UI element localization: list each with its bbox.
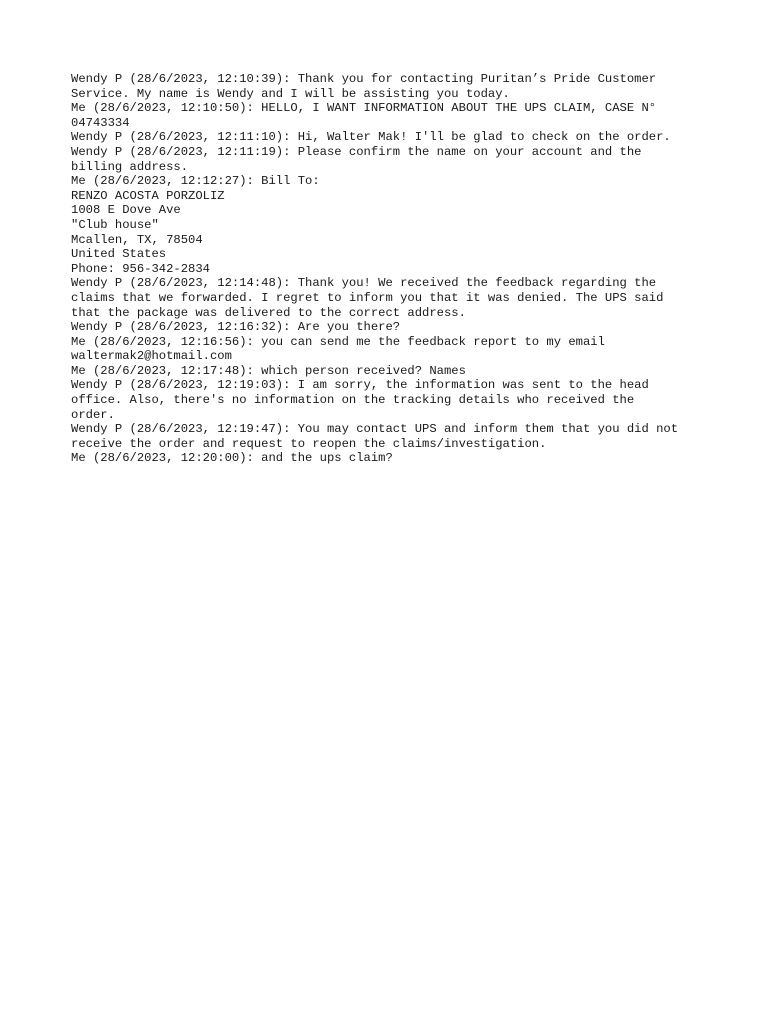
transcript-line: Me (28/6/2023, 12:20:00): and the ups claim? bbox=[71, 451, 393, 466]
billing-city: Mcallen, TX, 78504 bbox=[71, 232, 203, 247]
transcript-line: Me (28/6/2023, 12:17:48): which person received? Names bbox=[71, 363, 466, 378]
transcript-line: Wendy P (28/6/2023, 12:19:47): You may contact UPS and inform them that you did not bbox=[71, 422, 679, 437]
transcript-line: billing address. bbox=[71, 159, 189, 174]
transcript-line: Me (28/6/2023, 12:10:50): HELLO, I WANT INFORMATION ABOUT THE UPS CLAIM, CASE N° bbox=[71, 101, 657, 116]
transcript-line: Wendy P (28/6/2023, 12:10:39): Thank you for contacting Puritan’s Pride Customer bbox=[71, 72, 657, 86]
billing-extra: "Club house" bbox=[71, 217, 159, 232]
transcript-line: Wendy P (28/6/2023, 12:14:48): Thank you! We received the feedback regarding the bbox=[71, 276, 657, 291]
transcript-line: office. Also, there's no information on the tracking details who received the bbox=[71, 393, 635, 408]
transcript-line: Wendy P (28/6/2023, 12:16:32): Are you there? bbox=[71, 320, 401, 335]
transcript-line: Service. My name is Wendy and I will be assisting you today. bbox=[71, 86, 510, 101]
email-address: waltermak2@hotmail.com bbox=[71, 349, 232, 364]
transcript-line: Me (28/6/2023, 12:12:27): Bill To: bbox=[71, 174, 320, 189]
transcript-line: Wendy P (28/6/2023, 12:19:03): I am sorry, the information was sent to the head bbox=[71, 378, 649, 393]
transcript-line: Me (28/6/2023, 12:16:56): you can send me the feedback report to my email bbox=[71, 334, 605, 349]
billing-street: 1008 E Dove Ave bbox=[71, 203, 181, 218]
transcript-line: Wendy P (28/6/2023, 12:11:10): Hi, Walter Mak! I'll be glad to check on the order. bbox=[71, 130, 671, 145]
transcript-line: claims that we forwarded. I regret to inform you that it was denied. The UPS said bbox=[71, 290, 664, 305]
billing-name: RENZO ACOSTA PORZOLIZ bbox=[71, 188, 225, 203]
transcript-line: receive the order and request to reopen the claims/investigation. bbox=[71, 436, 547, 451]
transcript-line: 04743334 bbox=[71, 115, 130, 130]
billing-country: United States bbox=[71, 247, 167, 262]
chat-transcript bbox=[71, 72, 711, 466]
transcript-line: Wendy P (28/6/2023, 12:11:19): Please confirm the name on your account and the bbox=[71, 144, 642, 159]
transcript-line: that the package was delivered to the correct address. bbox=[71, 305, 466, 320]
billing-phone: Phone: 956-342-2834 bbox=[71, 261, 210, 276]
transcript-line: order. bbox=[71, 407, 115, 422]
